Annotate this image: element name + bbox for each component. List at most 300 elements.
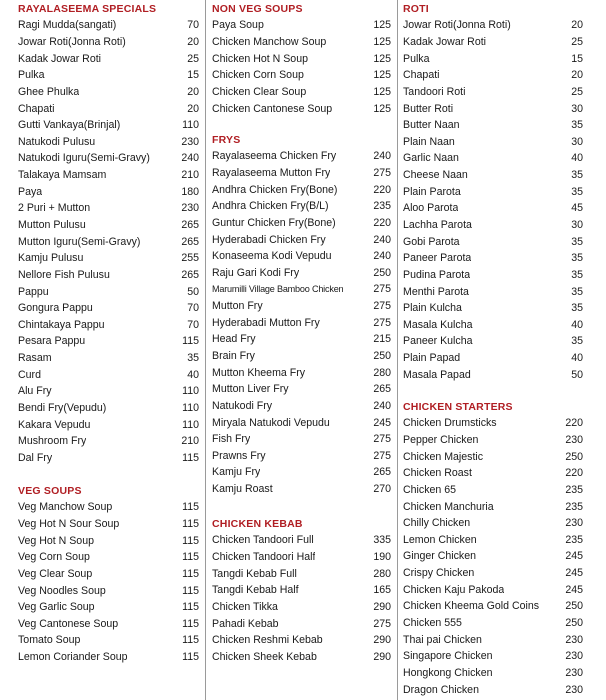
- item-price: 240: [373, 399, 391, 412]
- menu-item: [403, 598, 583, 615]
- menu-item: [403, 217, 583, 234]
- item-name: Chicken Kaju Pakoda: [403, 583, 505, 596]
- item-name: Chicken Clear Soup: [212, 85, 307, 98]
- menu-item: [403, 432, 583, 449]
- item-name: 2 Puri + Mutton: [18, 202, 91, 215]
- menu-item: [403, 50, 583, 67]
- menu-item: [403, 34, 583, 51]
- menu-item: [18, 599, 199, 616]
- item-name: Curd: [18, 368, 41, 381]
- item-name: Veg Corn Soup: [18, 551, 90, 564]
- item-name: Masala Kulcha: [403, 318, 473, 331]
- item-price: 35: [571, 268, 583, 281]
- item-price: 35: [187, 352, 199, 365]
- item-price: 240: [373, 150, 391, 163]
- menu-item: [212, 281, 391, 298]
- menu-item: [18, 450, 199, 467]
- item-name: Plain Kulcha: [403, 302, 462, 315]
- menu-item: [403, 283, 583, 300]
- menu-item: [18, 50, 199, 67]
- menu-item: [18, 549, 199, 566]
- menu-item: [403, 267, 583, 284]
- item-name: Miryala Natukodi Vepudu: [212, 416, 330, 429]
- menu-item: [212, 414, 391, 431]
- item-name: Chicken Corn Soup: [212, 69, 304, 82]
- menu-item: [403, 498, 583, 515]
- item-name: Tandoori Roti: [403, 85, 466, 98]
- item-name: Prawns Fry: [212, 449, 266, 462]
- item-name: Jowar Roti(Jonna Roti): [403, 19, 511, 32]
- menu-item: [212, 231, 391, 248]
- item-price: 275: [373, 449, 391, 462]
- menu-section: [403, 399, 583, 698]
- item-price: 110: [182, 119, 199, 132]
- menu-item: [212, 348, 391, 365]
- menu-item: [403, 548, 583, 565]
- item-name: Veg Garlic Soup: [18, 601, 95, 614]
- item-name: Chicken Majestic: [403, 450, 484, 463]
- item-name: Plain Papad: [403, 352, 461, 365]
- item-price: 115: [182, 651, 199, 664]
- item-price: 35: [571, 119, 583, 132]
- item-name: Natukodi Pulusu: [18, 135, 96, 148]
- item-price: 190: [373, 550, 391, 563]
- menu-item: [18, 100, 199, 117]
- item-price: 20: [187, 102, 199, 115]
- item-name: Plain Parota: [403, 185, 461, 198]
- column-divider: [205, 0, 206, 700]
- menu-item: [212, 248, 391, 265]
- item-name: Talakaya Mamsam: [18, 169, 107, 182]
- item-name: Tangdi Kebab Full: [212, 567, 297, 580]
- item-price: 70: [187, 19, 199, 32]
- item-name: Menthi Parota: [403, 285, 469, 298]
- item-price: 255: [181, 252, 199, 265]
- menu-section: [212, 132, 391, 497]
- item-price: 270: [373, 483, 391, 496]
- item-price: 265: [181, 235, 199, 248]
- item-price: 15: [187, 69, 199, 82]
- item-price: 30: [571, 219, 583, 231]
- item-price: 230: [565, 633, 583, 646]
- menu-item: [18, 300, 199, 317]
- menu-item: [403, 183, 583, 200]
- item-price: 25: [571, 85, 583, 98]
- menu-item: [403, 366, 583, 383]
- item-name: Kadak Jowar Roti: [403, 35, 487, 48]
- menu-item: [18, 350, 199, 367]
- item-name: Ghee Phulka: [18, 85, 80, 98]
- item-name: Chicken Manchuria: [403, 500, 494, 513]
- item-price: 220: [373, 183, 391, 196]
- item-name: Pudina Parota: [403, 268, 471, 281]
- menu-item: [18, 566, 199, 583]
- menu-item: [212, 215, 391, 232]
- item-price: 240: [181, 152, 199, 165]
- item-name: Chapati: [18, 102, 55, 115]
- item-price: 110: [182, 385, 199, 398]
- item-price: 235: [565, 483, 583, 496]
- menu-item: [403, 233, 583, 250]
- menu-item: [18, 283, 199, 300]
- menu-item: [403, 17, 583, 34]
- item-name: Konaseema Kodi Vepudu: [212, 250, 332, 263]
- menu-section: [403, 1, 583, 383]
- item-price: 40: [187, 368, 199, 381]
- menu-item: [18, 17, 199, 34]
- item-name: Gutti Vankaya(Brinjal): [18, 119, 121, 132]
- item-price: 25: [187, 52, 199, 65]
- item-name: Aloo Parota: [403, 202, 459, 215]
- item-price: 125: [373, 69, 391, 82]
- item-name: Veg Clear Soup: [18, 567, 93, 580]
- menu-item: [18, 333, 199, 350]
- item-price: 110: [182, 402, 199, 415]
- item-price: 220: [373, 216, 391, 229]
- item-price: 280: [373, 567, 391, 580]
- menu-section: [212, 516, 391, 665]
- menu-item: [18, 150, 199, 167]
- item-price: 230: [565, 650, 583, 663]
- menu-item: [403, 317, 583, 334]
- menu-item: [212, 165, 391, 182]
- item-price: 20: [187, 85, 199, 98]
- item-price: 245: [373, 416, 391, 429]
- item-price: 115: [182, 567, 199, 580]
- item-name: Chicken Tikka: [212, 600, 278, 613]
- item-price: 265: [373, 383, 391, 396]
- menu-item: [212, 632, 391, 649]
- item-price: 230: [181, 135, 199, 148]
- menu-item: [212, 181, 391, 198]
- menu-item: [403, 482, 583, 499]
- item-price: 235: [373, 200, 391, 213]
- menu-item: [403, 531, 583, 548]
- item-name: Lemon Chicken: [403, 533, 477, 546]
- menu-item: [403, 150, 583, 167]
- item-price: 125: [373, 35, 391, 48]
- menu-item: [18, 34, 199, 51]
- menu-section: [212, 1, 391, 117]
- item-price: 115: [182, 551, 199, 564]
- item-name: Butter Roti: [403, 102, 454, 115]
- item-name: Mutton Liver Fry: [212, 383, 289, 396]
- item-price: 35: [571, 169, 583, 182]
- item-price: 30: [571, 135, 583, 148]
- menu-item: [18, 383, 199, 400]
- menu-item: [18, 366, 199, 383]
- menu-item: [403, 648, 583, 665]
- item-name: Crispy Chicken: [403, 567, 475, 580]
- menu-item: [212, 549, 391, 566]
- menu-item: [212, 148, 391, 165]
- item-price: 115: [182, 517, 199, 530]
- menu-item: [212, 481, 391, 498]
- item-name: Chintakaya Pappu: [18, 318, 105, 331]
- item-name: Chicken Roast: [403, 467, 472, 480]
- column-divider: [397, 0, 398, 700]
- item-price: 110: [182, 418, 199, 431]
- item-name: Chicken Hot N Soup: [212, 52, 308, 65]
- item-name: Mutton Pulusu: [18, 219, 86, 231]
- menu-item: [18, 516, 199, 533]
- item-name: Andhra Chicken Fry(Bone): [212, 183, 338, 196]
- item-name: Kamju Pulusu: [18, 252, 84, 265]
- item-name: Rayalaseema Mutton Fry: [212, 166, 331, 179]
- item-name: Nellore Fish Pulusu: [18, 268, 110, 281]
- menu-item: [18, 250, 199, 267]
- item-name: Rayalaseema Chicken Fry: [212, 150, 337, 163]
- item-name: Lemon Coriander Soup: [18, 651, 128, 664]
- item-name: Garlic Naan: [403, 152, 459, 165]
- menu-item: [403, 615, 583, 632]
- item-price: 20: [571, 19, 583, 32]
- menu-item: [212, 34, 391, 51]
- item-price: 290: [373, 600, 391, 613]
- item-price: 230: [565, 666, 583, 679]
- item-price: 30: [571, 102, 583, 115]
- item-name: Paneer Parota: [403, 252, 472, 265]
- menu-item: [212, 331, 391, 348]
- menu-item: [403, 415, 583, 432]
- item-name: Jowar Roti(Jonna Roti): [18, 35, 126, 48]
- menu-item: [212, 398, 391, 415]
- menu-item: [18, 133, 199, 150]
- menu-item: [212, 532, 391, 549]
- item-price: 45: [571, 202, 583, 215]
- item-price: 250: [565, 600, 583, 613]
- item-price: 220: [565, 467, 583, 480]
- item-price: 35: [571, 285, 583, 298]
- item-price: 70: [187, 302, 199, 315]
- item-price: 240: [373, 233, 391, 246]
- item-price: 220: [565, 417, 583, 430]
- item-name: Chicken Sheek Kebab: [212, 650, 317, 663]
- item-price: 230: [565, 517, 583, 530]
- item-price: 210: [181, 435, 199, 448]
- item-price: 230: [565, 433, 583, 446]
- item-price: 230: [181, 202, 199, 215]
- item-name: Veg Hot N Sour Soup: [18, 517, 120, 530]
- menu-item: [18, 267, 199, 284]
- menu-item: [18, 615, 199, 632]
- item-name: Gongura Pappu: [18, 302, 93, 315]
- menu-item: [212, 198, 391, 215]
- section-heading: VEG SOUPS: [18, 485, 82, 497]
- item-price: 115: [182, 601, 199, 614]
- menu-item: [18, 416, 199, 433]
- menu-item: [212, 565, 391, 582]
- item-name: Chicken Tandoori Half: [212, 550, 316, 563]
- menu-section: [18, 483, 199, 665]
- item-price: 25: [571, 35, 583, 48]
- item-name: Alu Fry: [18, 385, 52, 398]
- item-price: 15: [571, 52, 583, 65]
- menu-item: [18, 433, 199, 450]
- item-price: 265: [181, 268, 199, 281]
- item-price: 250: [373, 350, 391, 362]
- item-name: Chapati: [403, 69, 440, 82]
- item-price: 245: [565, 567, 583, 580]
- item-price: 275: [373, 283, 391, 296]
- section-heading: NON VEG SOUPS: [212, 3, 303, 15]
- item-price: 275: [373, 617, 391, 630]
- item-name: Plain Naan: [403, 135, 455, 148]
- item-price: 20: [187, 35, 199, 48]
- item-name: Ragi Mudda(sangati): [18, 19, 117, 32]
- item-name: Chicken Cantonese Soup: [212, 102, 333, 115]
- menu-item: [212, 381, 391, 398]
- item-name: Bendi Fry(Vepudu): [18, 402, 107, 415]
- menu-item: [403, 100, 583, 117]
- item-name: Pulka: [403, 52, 430, 65]
- item-price: 50: [187, 285, 199, 298]
- item-price: 115: [182, 534, 199, 547]
- item-price: 290: [373, 634, 391, 647]
- item-price: 245: [565, 583, 583, 596]
- menu-item: [18, 317, 199, 334]
- menu-item: [18, 84, 199, 101]
- section-heading: ROTI: [403, 3, 429, 15]
- menu-item: [212, 100, 391, 117]
- item-name: Veg Noodles Soup: [18, 584, 106, 597]
- menu-item: [18, 649, 199, 666]
- section-heading: RAYALASEEMA SPECIALS: [18, 3, 157, 15]
- item-name: Natukodi Fry: [212, 399, 273, 412]
- item-name: Chicken Drumsticks: [403, 417, 497, 430]
- menu-item: [403, 250, 583, 267]
- item-price: 265: [373, 466, 391, 479]
- item-price: 230: [565, 683, 583, 696]
- item-name: Mutton Kheema Fry: [212, 366, 306, 379]
- item-name: Veg Manchow Soup: [18, 501, 113, 514]
- menu-item: [403, 167, 583, 184]
- item-price: 40: [571, 352, 583, 365]
- menu-item: [212, 314, 391, 331]
- item-price: 35: [571, 302, 583, 315]
- item-price: 125: [373, 19, 391, 32]
- menu-item: [212, 50, 391, 67]
- item-name: Veg Cantonese Soup: [18, 617, 119, 630]
- menu-item: [212, 67, 391, 84]
- item-price: 125: [373, 102, 391, 115]
- menu-item: [18, 183, 199, 200]
- item-name: Kakara Vepudu: [18, 418, 91, 431]
- menu-item: [403, 200, 583, 217]
- item-price: 275: [373, 300, 391, 313]
- item-name: Chicken Kheema Gold Coins: [403, 600, 540, 613]
- item-name: Chilly Chicken: [403, 517, 471, 530]
- item-name: Natukodi Iguru(Semi-Gravy): [18, 152, 150, 165]
- item-name: Veg Hot N Soup: [18, 534, 94, 547]
- item-price: 250: [373, 266, 391, 279]
- item-name: Chicken Tandoori Full: [212, 534, 314, 547]
- item-price: 180: [181, 185, 199, 198]
- item-name: Rasam: [18, 352, 52, 365]
- item-name: Mushroom Fry: [18, 435, 87, 448]
- item-name: Andhra Chicken Fry(B/L): [212, 200, 329, 213]
- item-name: Mutton Fry: [212, 300, 263, 313]
- item-price: 165: [373, 584, 391, 597]
- section-heading: CHICKEN KEBAB: [212, 518, 303, 530]
- item-name: Hyderabadi Chicken Fry: [212, 233, 326, 246]
- item-price: 235: [565, 533, 583, 546]
- item-name: Fish Fry: [212, 433, 251, 446]
- item-name: Pesara Pappu: [18, 335, 86, 348]
- item-name: Head Fry: [212, 333, 256, 346]
- item-name: Pepper Chicken: [403, 433, 479, 446]
- menu-item: [403, 631, 583, 648]
- menu-item: [212, 648, 391, 665]
- item-name: Butter Naan: [403, 119, 460, 132]
- item-name: Chicken 555: [403, 617, 462, 629]
- item-name: Kamju Fry: [212, 466, 261, 479]
- item-price: 210: [181, 169, 199, 182]
- menu-item: [18, 233, 199, 250]
- item-name: Raju Gari Kodi Fry: [212, 266, 300, 279]
- item-name: Paya: [18, 185, 43, 198]
- item-name: Chicken Reshmi Kebab: [212, 634, 323, 647]
- item-name: Pulka: [18, 69, 45, 82]
- menu-item: [403, 565, 583, 582]
- menu-item: [403, 681, 583, 698]
- item-price: 240: [373, 250, 391, 263]
- menu-section: [18, 1, 199, 466]
- item-price: 50: [571, 368, 583, 381]
- item-price: 290: [373, 650, 391, 663]
- item-price: 215: [373, 333, 391, 346]
- item-price: 335: [373, 534, 391, 547]
- item-name: Thai pai Chicken: [403, 633, 482, 646]
- item-price: 280: [373, 366, 391, 379]
- item-price: 40: [571, 318, 583, 331]
- item-price: 125: [373, 52, 391, 65]
- menu-item: [18, 167, 199, 184]
- menu-item: [18, 117, 199, 134]
- item-name: Dragon Chicken: [403, 683, 479, 696]
- menu-item: [18, 217, 199, 234]
- item-price: 275: [373, 166, 391, 179]
- menu-item: [212, 431, 391, 448]
- item-name: Chicken Manchow Soup: [212, 35, 327, 48]
- menu-item: [212, 84, 391, 101]
- item-name: Ginger Chicken: [403, 550, 477, 563]
- item-name: Hongkong Chicken: [403, 666, 493, 679]
- item-price: 275: [373, 316, 391, 329]
- menu-item: [18, 400, 199, 417]
- item-price: 115: [182, 451, 199, 464]
- item-name: Masala Papad: [403, 368, 471, 381]
- menu-item: [18, 532, 199, 549]
- menu-item: [403, 515, 583, 532]
- menu-item: [212, 364, 391, 381]
- item-name: Paneer Kulcha: [403, 335, 473, 348]
- menu-item: [403, 67, 583, 84]
- section-heading: FRYS: [212, 134, 241, 146]
- item-price: 115: [182, 501, 199, 514]
- menu-item: [212, 264, 391, 281]
- menu-item: [212, 298, 391, 315]
- menu-item: [403, 300, 583, 317]
- item-price: 115: [182, 335, 199, 348]
- item-name: Mutton Iguru(Semi-Gravy): [18, 235, 141, 248]
- item-name: Guntur Chicken Fry(Bone): [212, 216, 336, 229]
- item-price: 250: [565, 617, 583, 629]
- item-name: Tomato Soup: [18, 634, 81, 647]
- menu-item: [403, 581, 583, 598]
- item-name: Paya Soup: [212, 19, 264, 32]
- menu-item: [18, 582, 199, 599]
